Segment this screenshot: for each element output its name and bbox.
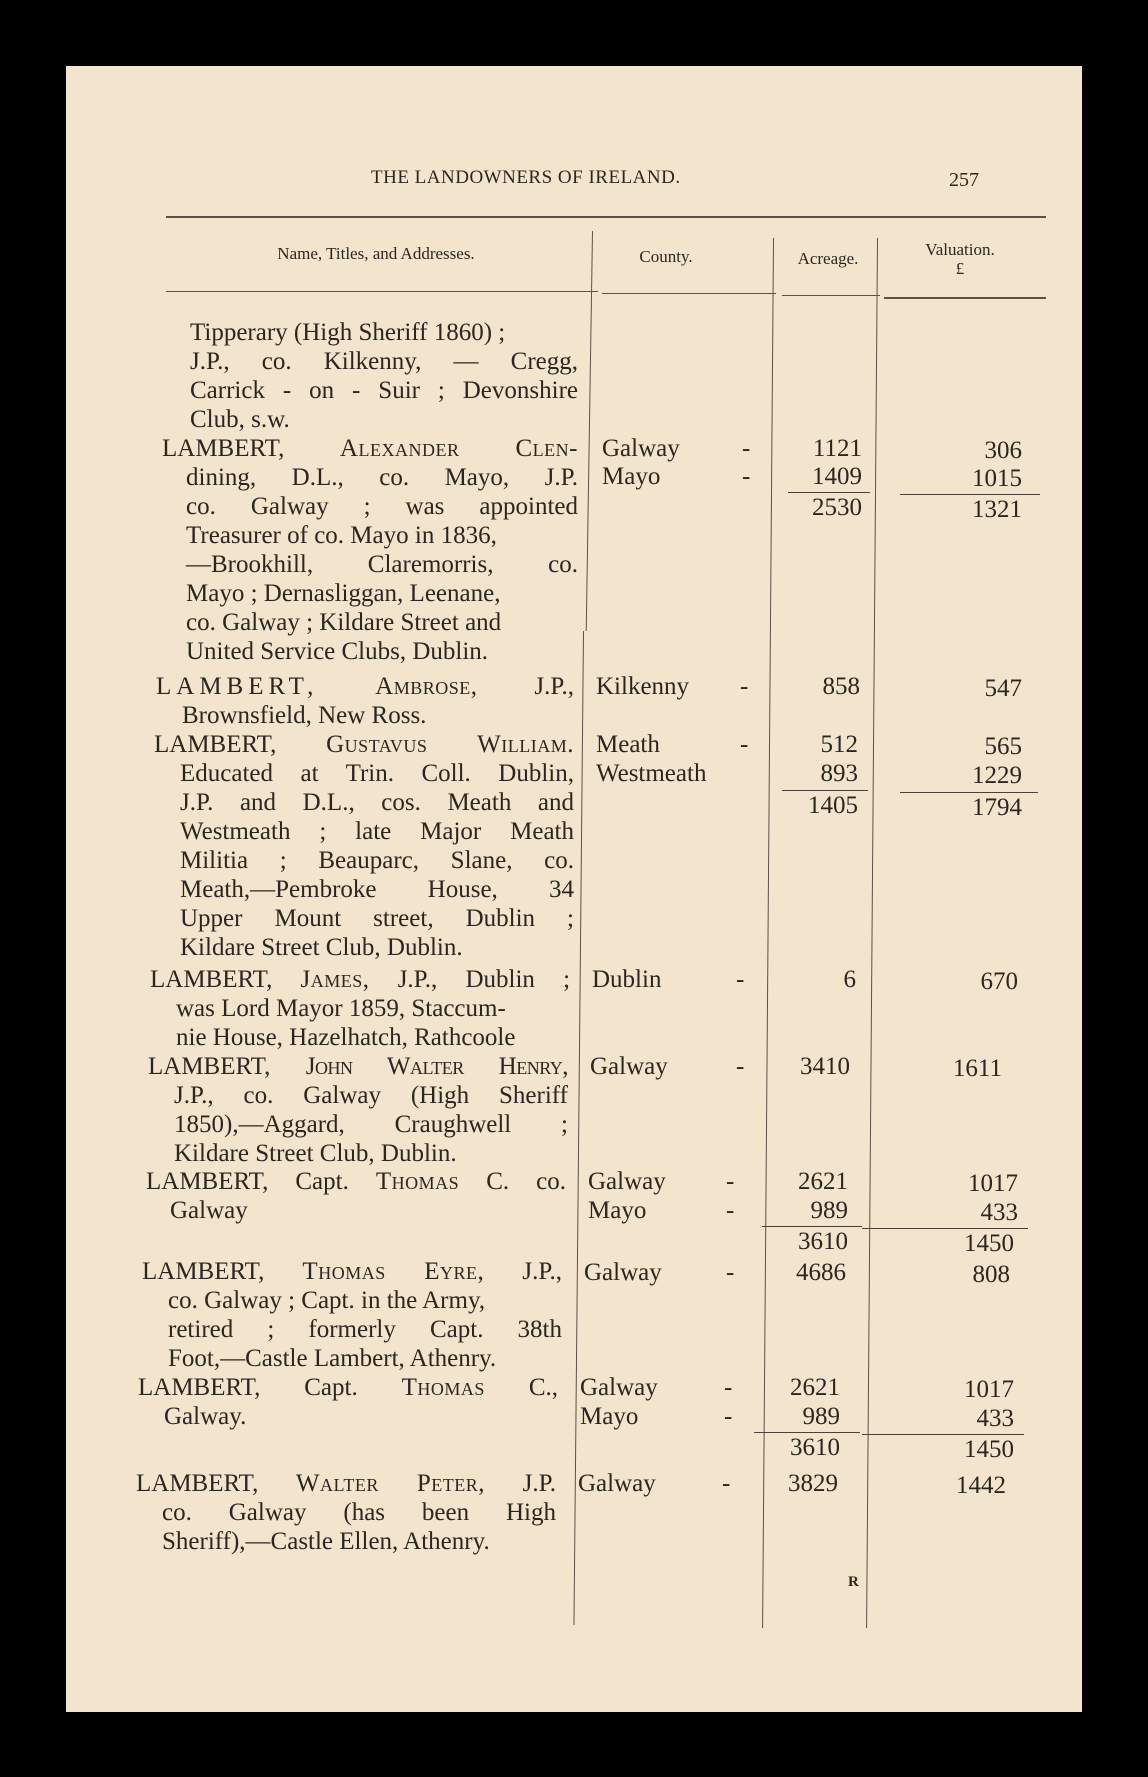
county-name: Mayo	[588, 1197, 647, 1224]
total-rule-acreage	[782, 790, 868, 791]
entry-surname: LAMBERT,	[136, 1470, 259, 1497]
county-dash: -	[726, 1259, 735, 1286]
entry-surname: LAMBERT,	[138, 1374, 261, 1401]
acreage-value: 4686	[796, 1259, 846, 1286]
entry-line: Westmeath ; late Major Meath	[180, 818, 574, 845]
entry-heading	[154, 731, 574, 759]
acreage-value: 989	[810, 1197, 848, 1224]
header-underline-name	[166, 291, 598, 292]
entry-line: United Service Clubs, Dublin.	[186, 638, 489, 665]
entry-surname: LAMBERT,	[156, 673, 319, 700]
total-rule-valuation	[900, 494, 1040, 495]
column-header-valuation	[882, 240, 1038, 278]
acreage-value: 2621	[798, 1168, 848, 1195]
entry-line: co. Galway (has been High	[162, 1499, 556, 1526]
valuation-value: 565	[984, 733, 1022, 760]
entry-line: Meath,—Pembroke House, 34	[180, 876, 574, 903]
entry-line: Educated at Trin. Coll. Dublin,	[180, 760, 574, 787]
entry-line: Kildare Street Club, Dublin.	[174, 1140, 457, 1167]
entry-prefix: Capt.	[304, 1374, 358, 1401]
entry-forename: James,	[300, 966, 370, 993]
entry-line: co. Galway ; Capt. in the Army,	[168, 1287, 486, 1314]
county-dash: -	[740, 731, 749, 758]
entry-line: Foot,—Castle Lambert, Athenry.	[168, 1345, 497, 1372]
entry-line: co. Galway ; Kildare Street and	[186, 609, 502, 636]
county-dash: -	[726, 1168, 735, 1195]
acreage-value: 1409	[812, 463, 862, 490]
county-name: Westmeath	[596, 760, 707, 787]
entry-line: 1850),—Aggard, Craughwell ;	[174, 1111, 568, 1138]
entry-forename: Thomas	[375, 1168, 460, 1195]
entry-line: Upper Mount street, Dublin ;	[180, 905, 574, 932]
entry-surname: LAMBERT,	[162, 435, 285, 462]
entry-surname: LAMBERT,	[142, 1258, 265, 1285]
total-rule-acreage	[788, 492, 870, 493]
valuation-currency: £	[955, 259, 965, 278]
page-number: 257	[949, 169, 979, 191]
valuation-total: 1450	[964, 1230, 1014, 1257]
valuation-value: 433	[976, 1405, 1014, 1432]
book-page	[66, 66, 1082, 1712]
county-name: Galway	[590, 1053, 668, 1080]
entry-heading	[136, 1470, 556, 1498]
entry-line: J.P. and D.L., cos. Meath and	[180, 789, 574, 816]
valuation-label: Valuation.	[925, 240, 995, 259]
total-rule-acreage	[762, 1226, 862, 1227]
header-rule	[166, 216, 1046, 218]
valuation-value: 1442	[956, 1472, 1006, 1499]
acreage-total: 2530	[812, 494, 862, 521]
entry-line: dining, D.L., co. Mayo, J.P.	[186, 464, 578, 491]
entry-heading	[148, 1053, 568, 1081]
entry-line: nie House, Hazelhatch, Rathcoole	[176, 1024, 516, 1051]
valuation-value: 1017	[968, 1170, 1018, 1197]
total-rule-valuation	[862, 1228, 1028, 1229]
entry-heading	[138, 1374, 558, 1402]
header-underline-acreage	[782, 295, 880, 296]
county-name: Dublin	[592, 966, 662, 993]
entry-line: —Brookhill, Claremorris, co.	[186, 551, 578, 578]
entry-title-suffix: J.P.	[522, 1470, 556, 1497]
entry-line: Brownsfield, New Ross.	[182, 702, 427, 729]
entry-line: was Lord Mayor 1859, Staccum-	[176, 995, 506, 1022]
entry-line: Treasurer of co. Mayo in 1836,	[186, 522, 497, 549]
county-name: Mayo	[602, 463, 661, 490]
header-underline-valuation	[884, 297, 1046, 299]
header-underline-county	[602, 293, 776, 294]
valuation-total: 1321	[972, 496, 1022, 523]
county-dash: -	[726, 1197, 735, 1224]
county-dash: -	[724, 1374, 733, 1401]
county-dash: -	[724, 1403, 733, 1430]
entry-line: Galway	[170, 1197, 248, 1224]
acreage-value: 6	[843, 966, 856, 993]
county-name: Galway	[580, 1374, 658, 1401]
entry-surname: LAMBERT,	[148, 1053, 271, 1080]
column-header-acreage: Acreage.	[797, 249, 859, 268]
acreage-value: 893	[820, 760, 858, 787]
acreage-value: 3410	[800, 1053, 850, 1080]
entry-line: J.P., co. Galway (High Sheriff	[174, 1082, 568, 1109]
county-dash: -	[742, 463, 751, 490]
valuation-value: 1017	[964, 1376, 1014, 1403]
entry-surname: LAMBERT,	[154, 731, 277, 758]
entry-line: Galway.	[164, 1403, 247, 1430]
column-header-county: County.	[639, 247, 693, 266]
county-dash: -	[736, 1053, 745, 1080]
entry-line: Militia ; Beauparc, Slane, co.	[180, 847, 574, 874]
acreage-value: 3829	[788, 1470, 838, 1497]
county-name: Mayo	[580, 1403, 639, 1430]
entry-line: retired ; formerly Capt. 38th	[168, 1316, 562, 1343]
entry-line: Mayo ; Dernasliggan, Leenane,	[186, 580, 501, 607]
county-name: Galway	[602, 435, 680, 462]
column-header-name: Name, Titles, and Addresses.	[277, 244, 475, 263]
valuation-value: 306	[984, 437, 1022, 464]
total-rule-acreage	[754, 1432, 860, 1433]
acreage-value: 1121	[812, 435, 862, 462]
valuation-total: 1794	[972, 794, 1022, 821]
county-name: Galway	[578, 1470, 656, 1497]
total-rule-valuation	[900, 792, 1038, 793]
entry-line: Sheriff),—Castle Ellen, Athenry.	[162, 1528, 490, 1555]
entry-title-suffix: J.P., Dublin ;	[397, 966, 571, 993]
valuation-total: 1450	[964, 1436, 1014, 1463]
acreage-value: 858	[822, 673, 860, 700]
acreage-value: 989	[802, 1403, 840, 1430]
acreage-total: 3610	[790, 1434, 840, 1461]
signature-mark: R	[848, 1574, 859, 1590]
county-dash: -	[742, 435, 751, 462]
valuation-value: 547	[984, 675, 1022, 702]
entry-surname: LAMBERT,	[150, 966, 273, 993]
county-name: Kilkenny	[596, 673, 690, 700]
column-divider-3	[866, 238, 878, 1628]
county-name: Meath	[596, 731, 660, 758]
entry-forename: Gustavus William.	[326, 731, 574, 758]
entry-prefix: Capt.	[295, 1168, 349, 1195]
entry-forename: Thomas Eyre,	[302, 1258, 485, 1285]
valuation-value: 670	[980, 968, 1018, 995]
entry-forename: Ambrose,	[375, 673, 478, 700]
valuation-value: 433	[980, 1199, 1018, 1226]
continuation-line: J.P., co. Kilkenny, — Cregg,	[190, 348, 578, 375]
county-dash: -	[736, 966, 745, 993]
valuation-value: 1611	[952, 1055, 1002, 1082]
total-rule-valuation	[862, 1434, 1024, 1435]
entry-forename: Alexander Clen-	[339, 435, 578, 462]
entry-title-suffix: J.P.,	[522, 1258, 563, 1285]
entry-heading	[146, 1168, 566, 1196]
county-dash: -	[740, 673, 749, 700]
acreage-total: 3610	[798, 1228, 848, 1255]
entry-title-suffix: J.P.,	[534, 673, 575, 700]
entry-title-suffix: C.,	[528, 1374, 559, 1401]
continuation-line: Tipperary (High Sheriff 1860) ;	[190, 319, 506, 346]
continuation-line: Club, s.w.	[190, 406, 290, 433]
entry-forename: John Walter Henry,	[305, 1053, 568, 1080]
valuation-value: 1015	[972, 465, 1022, 492]
county-dash: -	[722, 1470, 731, 1497]
valuation-value: 808	[972, 1261, 1010, 1288]
entry-heading	[156, 673, 574, 701]
entry-heading	[142, 1258, 562, 1286]
entry-forename: Walter Peter,	[295, 1470, 486, 1497]
running-title: THE LANDOWNERS OF IRELAND.	[371, 167, 681, 188]
county-name: Galway	[588, 1168, 666, 1195]
entry-surname: LAMBERT,	[146, 1168, 269, 1195]
acreage-value: 2621	[790, 1374, 840, 1401]
entry-heading	[150, 966, 570, 994]
county-name: Galway	[584, 1259, 662, 1286]
entry-title-suffix: C. co.	[486, 1168, 567, 1195]
entry-forename: Thomas	[401, 1374, 485, 1401]
valuation-value: 1229	[972, 762, 1022, 789]
acreage-value: 512	[820, 731, 858, 758]
continuation-line: Carrick - on - Suir ; Devonshire	[190, 377, 578, 404]
entry-line: Kildare Street Club, Dublin.	[180, 934, 463, 961]
acreage-total: 1405	[808, 792, 858, 819]
entry-line: co. Galway ; was appointed	[186, 493, 578, 520]
entry-heading	[162, 435, 578, 463]
